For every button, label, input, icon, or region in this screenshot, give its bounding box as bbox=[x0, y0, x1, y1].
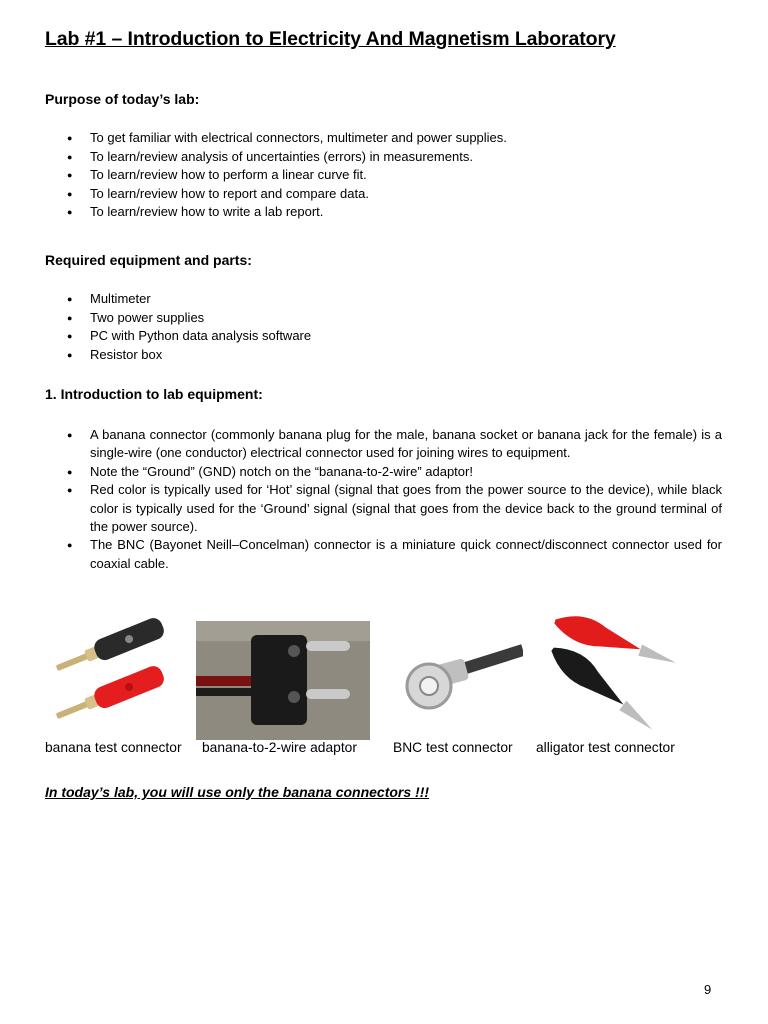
alligator-clip-image bbox=[532, 600, 684, 736]
caption-banana: banana test connector bbox=[45, 740, 182, 755]
page-title: Lab #1 – Introduction to Electricity And Magnetism Laboratory bbox=[45, 28, 616, 50]
list-item: ● To learn/review how to report and compare data. bbox=[67, 185, 507, 204]
list-item: ● Resistor box bbox=[67, 346, 311, 365]
caption-bnc: BNC test connector bbox=[393, 740, 513, 755]
intro-heading: 1. Introduction to lab equipment: bbox=[45, 386, 263, 402]
note-text: In today’s lab, you will use only the banana connectors !!! bbox=[45, 784, 430, 800]
list-item: ● To learn/review analysis of uncertainties (errors) in measurements. bbox=[67, 148, 507, 167]
list-item: ● To learn/review how to perform a linear curve fit. bbox=[67, 166, 507, 185]
caption-adaptor: banana-to-2-wire adaptor bbox=[202, 740, 357, 755]
list-item: ● A banana connector (commonly banana plug for the male, banana socket or banana jack for the female) is a single-wire (one conductor) electrical connector used for joining wires to equipment. bbox=[67, 426, 722, 463]
list-item: ● The BNC (Bayonet Neill–Concelman) connector is a miniature quick connect/disconnect connector used for coaxial cable. bbox=[67, 536, 722, 573]
list-item: ● Multimeter bbox=[67, 290, 311, 309]
list-item: ● To learn/review how to write a lab report. bbox=[67, 203, 507, 222]
equipment-heading: Required equipment and parts: bbox=[45, 252, 252, 268]
caption-alligator: alligator test connector bbox=[536, 740, 675, 755]
intro-list bbox=[67, 426, 722, 573]
page-number: 9 bbox=[704, 982, 712, 997]
purpose-heading: Purpose of today’s lab: bbox=[45, 91, 200, 107]
list-item: ● Red color is typically used for ‘Hot’ signal (signal that goes from the power source to the device), while black color is typically used for the ‘Ground’ signal (signal that goes from the device back to the ground terminal of the power source). bbox=[67, 481, 722, 536]
list-item: ● To get familiar with electrical connectors, multimeter and power supplies. bbox=[67, 129, 507, 148]
adaptor-image bbox=[196, 621, 370, 740]
bnc-connector-image bbox=[393, 606, 523, 734]
purpose-list bbox=[67, 129, 507, 222]
equipment-list bbox=[67, 290, 311, 364]
list-item: ● Two power supplies bbox=[67, 309, 311, 328]
banana-connector-image bbox=[45, 606, 175, 734]
list-item: ● PC with Python data analysis software bbox=[67, 327, 311, 346]
list-item: ● Note the “Ground” (GND) notch on the “banana-to-2-wire” adaptor! bbox=[67, 463, 722, 481]
